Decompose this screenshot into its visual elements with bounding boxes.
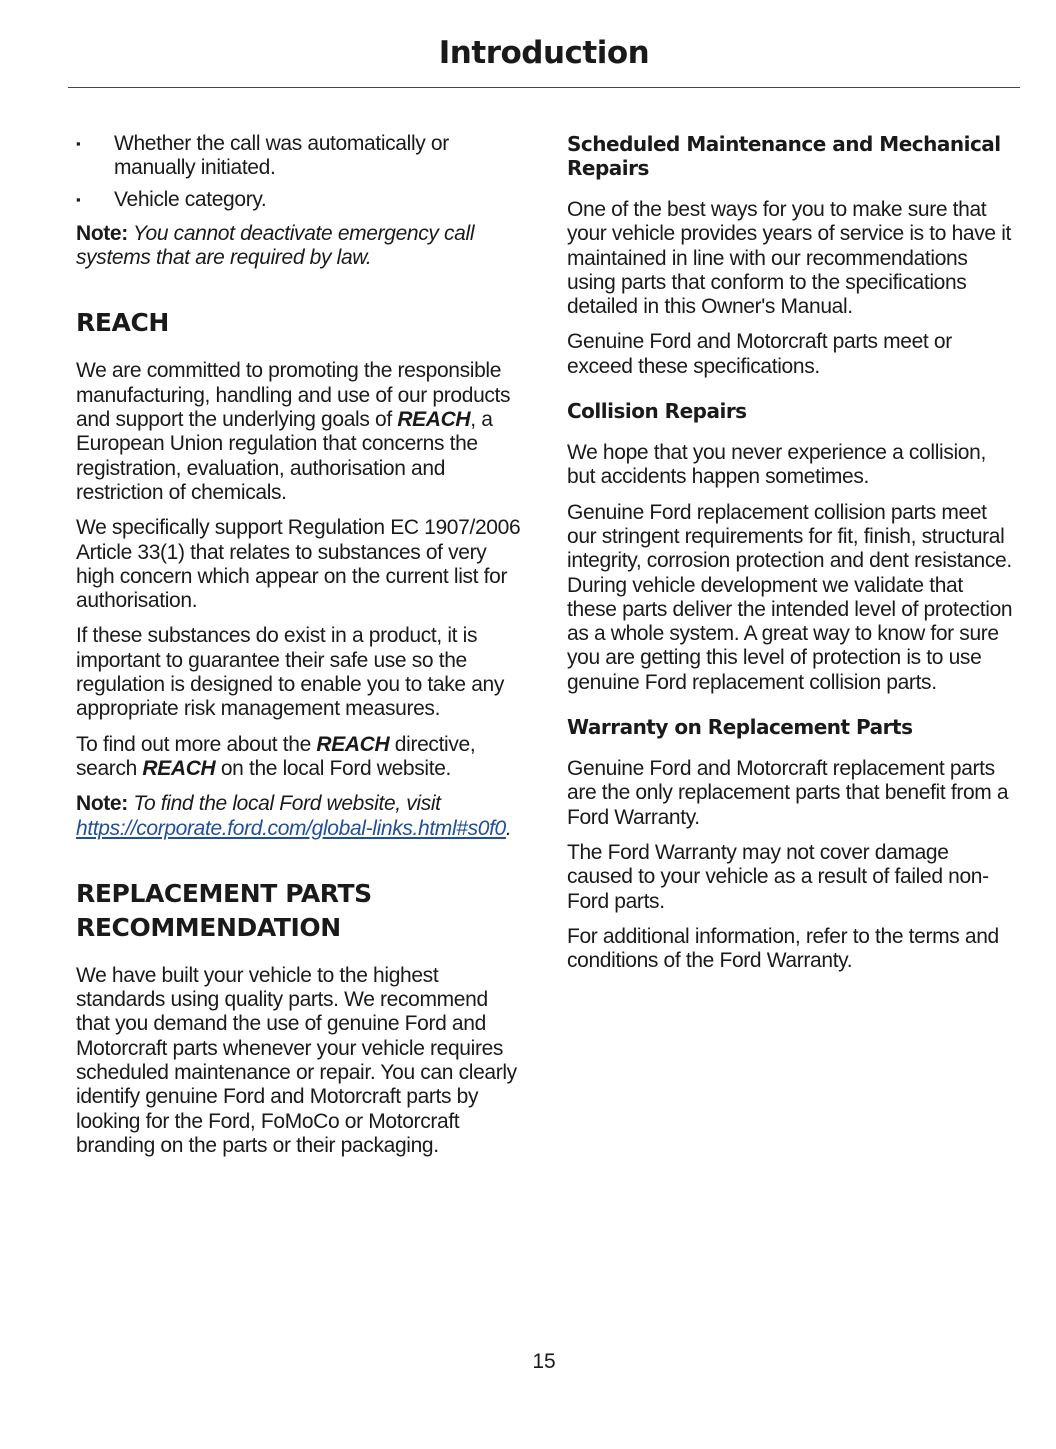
note-label: Note: (76, 792, 128, 816)
reach-emphasis: REACH (316, 732, 390, 756)
note-text: To find the local Ford website, visit (127, 792, 441, 816)
bullet-icon: ▪ (76, 191, 81, 207)
warranty-paragraph-1: Genuine Ford and Motorcraft replacement parts are the only replacement parts that benefit from a Ford Warranty. (567, 757, 1009, 829)
warranty-heading: Warranty on Replacement Parts (567, 715, 913, 740)
reach-emphasis: REACH (142, 756, 216, 780)
list-item-text: Whether the call was automatically or manually initiated. (114, 132, 449, 180)
reach-emphasis: REACH (397, 408, 471, 432)
page-number: 15 (532, 1350, 556, 1373)
scheduled-paragraph-2: Genuine Ford and Motorcraft parts meet or exceed these specifications. (567, 330, 952, 378)
list-item (76, 132, 524, 181)
list-item-text: Vehicle category. (114, 187, 267, 211)
page-header (68, 30, 1020, 76)
reach-paragraph-1: We are committed to promoting the responsible manufacturing, handling and use of our products and support the underlying goals of REACH, a European Union regulation that concerns the registration, evaluation, authorisation and restriction of chemicals. (76, 359, 511, 504)
page-title: Introduction (438, 35, 650, 71)
right-column (567, 132, 1015, 984)
reach-paragraph-3: If these substances do exist in a product, it is important to guarantee their safe use so the regulation is designed to enable you to take any appropriate risk management measures. (76, 624, 505, 721)
scheduled-paragraph-1: One of the best ways for you to make sure that your vehicle provides years of service is to have it maintained in line with our recommendations using parts that conform to the specifications detailed in this Owner's Manual. (567, 198, 1012, 319)
collision-paragraph-1: We hope that you never experience a collision, but accidents happen sometimes. (567, 441, 986, 489)
header-divider (68, 87, 1020, 88)
reach-paragraph-4: To find out more about the REACH directive, search REACH on the local Ford website. (76, 732, 476, 780)
note-emergency-call (76, 222, 524, 271)
reach-heading: REACH (76, 308, 169, 338)
note-text: You cannot deactivate emergency call systems that are required by law. (76, 221, 475, 270)
reach-paragraph-2: We specifically support Regulation EC 1907/2006 Article 33(1) that relates to substances of very high concern which appear on the current list for authorisation. (76, 516, 521, 613)
ford-global-links-link[interactable]: https://corporate.ford.com/global-links.html#s0f0 (76, 816, 506, 840)
replacement-parts-paragraph: We have built your vehicle to the highest standards using quality parts. We recommend that you demand the use of genuine Ford and Motorcraft parts whenever your vehicle requires scheduled maintenance or repair. You can clearly identify genuine Ford and Motorcraft parts by looking for the Ford, FoMoCo or Motorcraft branding on the parts or their packaging. (76, 963, 517, 1157)
warranty-paragraph-2: The Ford Warranty may not cover damage caused to your vehicle as a result of failed non-Ford parts. (567, 840, 989, 913)
note-label: Note: (76, 221, 128, 245)
collision-repairs-heading: Collision Repairs (567, 399, 747, 424)
bullet-list (76, 132, 524, 212)
bullet-icon: ▪ (76, 136, 81, 151)
collision-paragraph-2: Genuine Ford replacement collision parts meet our stringent requirements for fit, finish, structural integrity, corrosion protection and dent resistance. During vehicle development we validate that these parts deliver the intended level of protection as a whole system. A great way to know for sure you are getting this level of protection is to use genuine Ford replacement collision parts. (567, 500, 1013, 694)
warranty-paragraph-3: For additional information, refer to the terms and conditions of the Ford Warranty. (567, 924, 999, 973)
left-column (76, 132, 524, 1169)
list-item (76, 188, 524, 212)
replacement-parts-heading: REPLACEMENT PARTS RECOMMENDATION (76, 878, 372, 942)
note-ford-website: Note: To find the local Ford website, visit https://corporate.ford.com/global-links.html#s0f0. (76, 792, 512, 840)
scheduled-maintenance-heading: Scheduled Maintenance and Mechanical Repairs (567, 132, 1001, 180)
